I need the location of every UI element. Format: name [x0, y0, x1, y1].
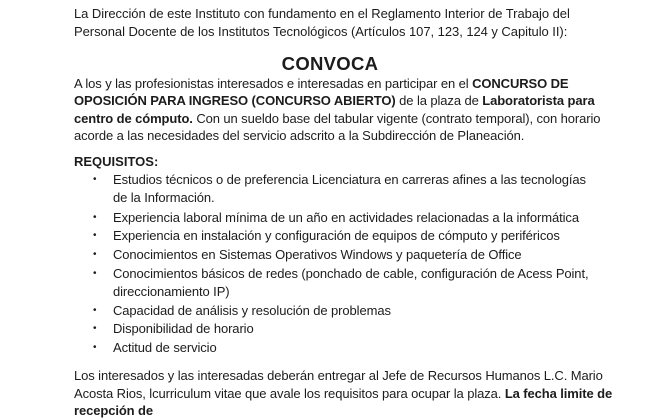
requirement-text: Actitud de servicio: [113, 340, 217, 355]
bullet-icon: •: [93, 230, 97, 241]
closing-text: Los interesados y las interesadas deberán entregar al Jefe de Recursos Humanos L.C. Mario Acosta Rios, lcurriculum vitae que avale los requisitos para ocupar la plaza.: [74, 368, 603, 401]
bullet-icon: •: [93, 268, 97, 279]
list-item: [93, 302, 598, 320]
requirements-heading: REQUISITOS:: [74, 154, 159, 169]
list-item: [93, 209, 598, 227]
call-text-2: de la plaza de: [395, 93, 483, 109]
requirement-text: Experiencia en instalación y configuración de equipos de cómputo y periféricos: [113, 228, 560, 243]
bullet-icon: •: [93, 305, 97, 316]
bullet-icon: •: [93, 174, 97, 185]
intro-paragraph: La Dirección de este Instituto con fundamento en el Reglamento Interior de Trabajo del Personal Docente de los Institutos Tecnológicos (Artículos 107, 123, 124 y Capitulo II):: [74, 6, 570, 39]
page-title: CONVOCA: [281, 53, 379, 74]
requirement-text: Estudios técnicos o de preferencia Licenciatura en carreras afines a las tecnologías de la Información.: [113, 172, 586, 205]
call-text-3: Con un sueldo base del tabular vigente (contrato temporal), con horario acorde a las necesidades del servicio adscrito a la Subdirección de Planeación.: [74, 110, 601, 144]
closing-paragraph: [74, 367, 614, 420]
list-item: [93, 339, 598, 357]
bullet-icon: •: [93, 323, 97, 334]
bullet-icon: •: [93, 342, 97, 353]
deadline-text: La fecha limite de recepción de: [74, 385, 613, 418]
contest-name: CONCURSO DE OPOSICIÓN PARA INGRESO (CONCURSO ABIERTO): [74, 76, 569, 109]
list-item: [93, 246, 598, 264]
requirement-text: Experiencia laboral mínima de un año en actividades relacionadas a la informática: [113, 210, 579, 225]
requirement-text: Disponibilidad de horario: [113, 321, 254, 336]
list-item: [93, 227, 598, 245]
requirement-text: Conocimientos en Sistemas Operativos Windows y paquetería de Office: [113, 247, 522, 262]
list-item: [93, 171, 598, 206]
bullet-icon: •: [93, 249, 97, 260]
list-item: [93, 265, 598, 300]
position-name: Laboratorista para centro de cómputo.: [74, 93, 595, 126]
requirement-text: Capacidad de análisis y resolución de problemas: [113, 303, 391, 318]
list-item: [93, 320, 598, 338]
requirement-text: Conocimientos básicos de redes (ponchado de cable, configuración de Acess Point, direccionamiento IP): [113, 266, 589, 299]
call-text-1: A los y las profesionistas interesados e interesadas en participar en el: [74, 76, 473, 91]
bullet-icon: •: [93, 212, 97, 223]
